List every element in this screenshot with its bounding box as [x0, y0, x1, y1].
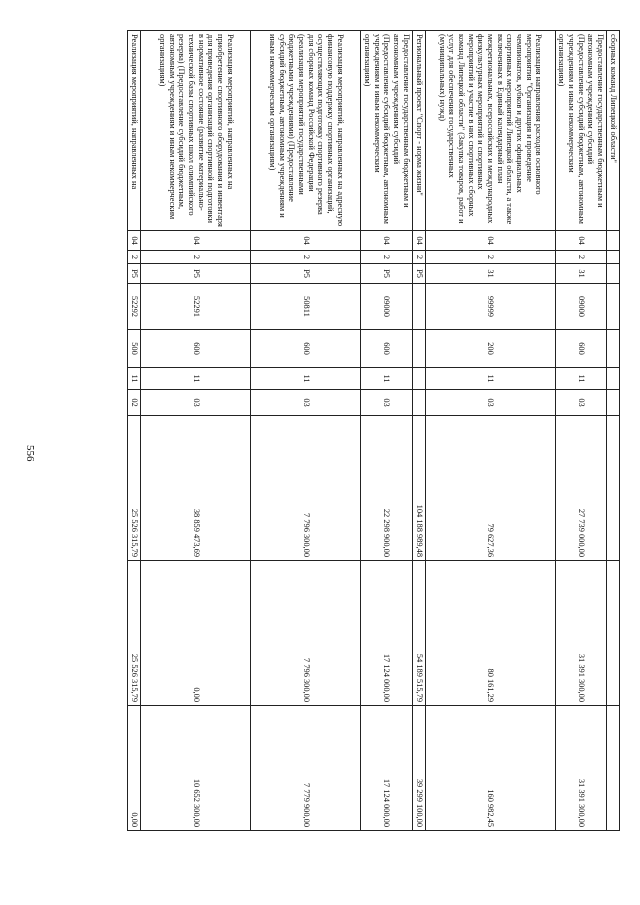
code-cell: 04 [425, 231, 555, 251]
code-cell: 03 [555, 390, 606, 416]
row-name: Предоставление государственным бюджетным и автономным учреждениям субсидий (Предоставление субсидий бюджетным, автономным учреждениям и иным некоммерческим организациям) [555, 31, 606, 231]
budget-table [127, 30, 620, 831]
code-cell: 04 [361, 231, 412, 251]
code-cell: P5 [251, 264, 361, 284]
code-cell [412, 368, 425, 390]
code-cell: 11 [128, 368, 141, 390]
code-cell: 600 [361, 330, 412, 368]
code-cell: 2 [425, 251, 555, 264]
row-name: Реализация мероприятий, направленных на [128, 31, 141, 231]
code-cell: 11 [555, 368, 606, 390]
amount-cell: 39 299 100,00 [412, 706, 425, 831]
code-cell [607, 231, 620, 251]
code-cell: 09000 [555, 284, 606, 330]
amount-cell: 38 859 473,69 [141, 416, 251, 561]
amount-cell: 54 189 515,79 [412, 561, 425, 706]
code-cell: 04 [128, 231, 141, 251]
code-cell: 04 [251, 231, 361, 251]
amount-cell: 160 982,45 [425, 706, 555, 831]
code-cell [412, 284, 425, 330]
code-cell [607, 368, 620, 390]
amount-cell [607, 416, 620, 561]
table-row [555, 31, 606, 831]
code-cell: 31 [555, 264, 606, 284]
code-cell: 600 [141, 330, 251, 368]
amount-cell: 25 526 315,79 [128, 416, 141, 561]
code-cell: 600 [251, 330, 361, 368]
code-cell: 03 [251, 390, 361, 416]
code-cell: 04 [141, 231, 251, 251]
table-row [607, 31, 620, 831]
code-cell: 31 [425, 264, 555, 284]
amount-cell: 31 391 300,00 [555, 561, 606, 706]
amount-cell: 7 796 300,00 [251, 561, 361, 706]
amount-cell: 22 298 900,00 [361, 416, 412, 561]
code-cell: 04 [412, 231, 425, 251]
code-cell [607, 251, 620, 264]
row-name: Региональный проект "Спорт - норма жизни" [412, 31, 425, 231]
code-cell: 02 [128, 390, 141, 416]
code-cell: 03 [425, 390, 555, 416]
code-cell: 03 [361, 390, 412, 416]
code-cell: P5 [361, 264, 412, 284]
code-cell: 11 [361, 368, 412, 390]
row-name: Реализация мероприятий, направленных на приобретение спортивного оборудования и инвентаря для приведения организаций спортивной подготовки в нормативное состояние (развитие материально-технической базы спортивных школ олимпийского резерва) (Предоставление субсидий бюджетным, автономным учреждениям и иным некоммерческим организациям) [141, 31, 251, 231]
amount-cell: 25 526 315,79 [128, 561, 141, 706]
code-cell: 2 [251, 251, 361, 264]
code-cell: P5 [412, 264, 425, 284]
code-cell: 50811 [251, 284, 361, 330]
table-row [141, 31, 251, 831]
code-cell: 2 [141, 251, 251, 264]
code-cell: 09000 [361, 284, 412, 330]
code-cell: 52292 [128, 284, 141, 330]
amount-cell: 17 124 000,00 [361, 561, 412, 706]
code-cell: 99999 [425, 284, 555, 330]
code-cell [412, 330, 425, 368]
code-cell: 11 [425, 368, 555, 390]
code-cell [607, 284, 620, 330]
code-cell [607, 330, 620, 368]
amount-cell: 17 124 000,00 [361, 706, 412, 831]
code-cell: P5 [128, 264, 141, 284]
table-row [361, 31, 412, 831]
page-number: 556 [24, 445, 36, 462]
amount-cell: 7 779 900,00 [251, 706, 361, 831]
amount-cell: 0,00 [141, 561, 251, 706]
table-row [412, 31, 425, 831]
code-cell: 2 [128, 251, 141, 264]
amount-cell: 80 161,29 [425, 561, 555, 706]
rotated-page-content [60, 30, 620, 830]
amount-cell: 104 188 989,48 [412, 416, 425, 561]
amount-cell: 79 627,36 [425, 416, 555, 561]
code-cell: 200 [425, 330, 555, 368]
table-row [128, 31, 141, 831]
table-row [251, 31, 361, 831]
code-cell: 11 [141, 368, 251, 390]
code-cell: 2 [361, 251, 412, 264]
code-cell: 04 [555, 231, 606, 251]
code-cell [607, 264, 620, 284]
code-cell: 2 [412, 251, 425, 264]
amount-cell: 31 391 300,00 [555, 706, 606, 831]
code-cell: 03 [141, 390, 251, 416]
code-cell [412, 390, 425, 416]
amount-cell [607, 706, 620, 831]
row-name: Предоставление государственным бюджетным и автономным учреждениям субсидий (Предоставление субсидий бюджетным, автономным учреждениям и иным некоммерческим организациям) [361, 31, 412, 231]
code-cell: 2 [555, 251, 606, 264]
code-cell [607, 390, 620, 416]
row-name: Реализация направления расходов основного мероприятия "Организация и проведение чемпионатов, кубков и других официальных спортивных мероприятий Липецкой области, а также включенных в Единый календарный план межрегиональных, всероссийских и международных физкультурных мероприятий и спортивных мероприятий и участие в них спортивных сборных команд Липецкой области" (Закупка товаров, работ и услуг для обеспечения государственных (муниципальных) нужд) [425, 31, 555, 231]
code-cell: 11 [251, 368, 361, 390]
code-cell: P5 [141, 264, 251, 284]
table-row [425, 31, 555, 831]
code-cell: 500 [128, 330, 141, 368]
amount-cell: 7 796 300,00 [251, 416, 361, 561]
amount-cell [607, 561, 620, 706]
amount-cell: 27 739 000,00 [555, 416, 606, 561]
code-cell: 600 [555, 330, 606, 368]
amount-cell: 0,00 [128, 706, 141, 831]
amount-cell: 10 652 300,00 [141, 706, 251, 831]
code-cell: 52291 [141, 284, 251, 330]
row-name: Реализация мероприятий, направленных на адресную финансовую поддержку спортивных организаций, осуществляющих подготовку спортивного резерва для сборных команд Российской Федерации (реализация мероприятий государственными бюджетными учреждениями) (Предоставление субсидий бюджетным, автономным учреждениям и иным некоммерческим организациям) [251, 31, 361, 231]
row-name: сборных команд Липецкой области" [607, 31, 620, 231]
